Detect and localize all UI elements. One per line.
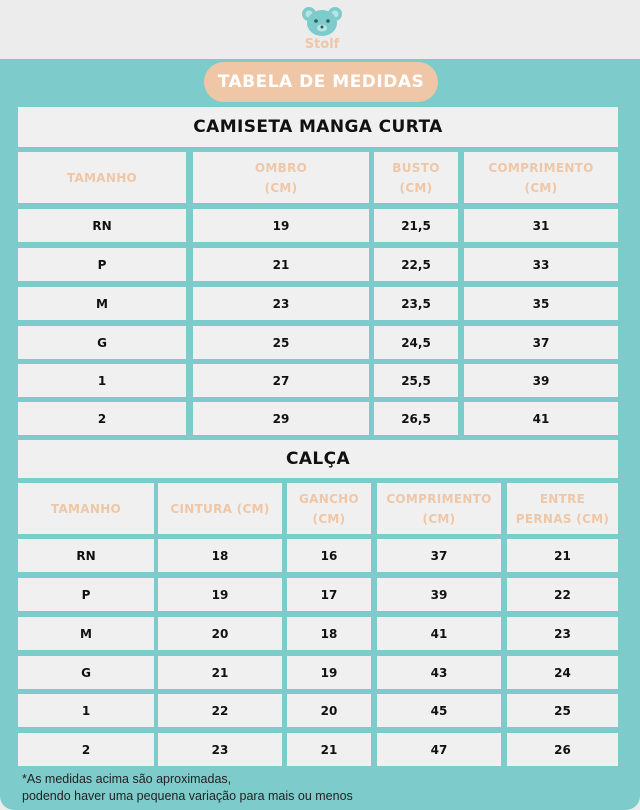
pants-table-cell: 21: [507, 539, 618, 572]
pants-table-cell: 20: [158, 617, 282, 650]
shirt-table-cell: 33: [464, 248, 618, 281]
shirt-table-cell: 23: [193, 287, 369, 320]
pants-table-cell: 39: [377, 578, 501, 611]
shirt-table-cell: 27: [193, 364, 369, 397]
pants-table-cell: 18: [287, 617, 371, 650]
shirt-section-title: CAMISETA MANGA CURTA: [18, 107, 618, 147]
pants-header-cell: GANCHO (CM): [287, 483, 371, 534]
pants-table-cell: 26: [507, 733, 618, 766]
shirt-table-cell: 31: [464, 209, 618, 242]
bear-logo-icon: [296, 4, 348, 52]
pants-table-cell: 19: [287, 656, 371, 689]
shirt-table-cell: RN: [18, 209, 186, 242]
pants-table-cell: M: [18, 617, 154, 650]
logo-text: Stolf: [304, 37, 340, 52]
shirt-table-cell: 25: [193, 326, 369, 359]
pants-header-cell: COMPRIMENTO (CM): [377, 483, 501, 534]
shirt-table-cell: 25,5: [374, 364, 458, 397]
shirt-table-cell: 41: [464, 402, 618, 435]
pants-table-cell: 25: [507, 694, 618, 727]
pants-section-title: CALÇA: [18, 440, 618, 478]
shirt-table-cell: 22,5: [374, 248, 458, 281]
shirt-table-cell: P: [18, 248, 186, 281]
shirt-table-cell: M: [18, 287, 186, 320]
shirt-table-cell: 2: [18, 402, 186, 435]
pants-table-cell: 1: [18, 694, 154, 727]
page-title: TABELA DE MEDIDAS: [204, 62, 438, 102]
shirt-table-cell: 39: [464, 364, 618, 397]
pants-table-cell: 16: [287, 539, 371, 572]
shirt-table-cell: 21: [193, 248, 369, 281]
shirt-table-cell: 29: [193, 402, 369, 435]
shirt-table-cell: 23,5: [374, 287, 458, 320]
pants-table-cell: 22: [158, 694, 282, 727]
pants-table-cell: 23: [158, 733, 282, 766]
pants-table-cell: 21: [287, 733, 371, 766]
shirt-table-cell: 35: [464, 287, 618, 320]
pants-table-cell: 21: [158, 656, 282, 689]
pants-table-cell: 2: [18, 733, 154, 766]
pants-table-cell: 23: [507, 617, 618, 650]
pants-header-cell: CINTURA (CM): [158, 483, 282, 534]
shirt-table-cell: 21,5: [374, 209, 458, 242]
pants-table-cell: G: [18, 656, 154, 689]
shirt-table-cell: 24,5: [374, 326, 458, 359]
shirt-table-cell: G: [18, 326, 186, 359]
shirt-table-cell: 37: [464, 326, 618, 359]
pants-table-cell: 24: [507, 656, 618, 689]
shirt-table-cell: 26,5: [374, 402, 458, 435]
pants-table-cell: 20: [287, 694, 371, 727]
pants-header-cell: ENTRE PERNAS (CM): [507, 483, 618, 534]
pants-header-cell: TAMANHO: [18, 483, 154, 534]
footnote-line-1: *As medidas acima são aproximadas,: [22, 772, 232, 786]
shirt-header-cell: BUSTO (CM): [374, 152, 458, 203]
footnote-line-2: podendo haver uma pequena variação para mais ou menos: [22, 789, 353, 803]
pants-table-cell: 47: [377, 733, 501, 766]
shirt-header-cell: COMPRIMENTO (CM): [464, 152, 618, 203]
shirt-table-cell: 19: [193, 209, 369, 242]
shirt-table-cell: 1: [18, 364, 186, 397]
pants-table-cell: P: [18, 578, 154, 611]
pants-table-cell: RN: [18, 539, 154, 572]
pants-table-cell: 41: [377, 617, 501, 650]
pants-table-cell: 18: [158, 539, 282, 572]
shirt-header-cell: TAMANHO: [18, 152, 186, 203]
pants-table-cell: 17: [287, 578, 371, 611]
pants-table-cell: 43: [377, 656, 501, 689]
pants-table-cell: 45: [377, 694, 501, 727]
pants-table-cell: 22: [507, 578, 618, 611]
footnote: [22, 771, 353, 805]
shirt-header-cell: OMBRO (CM): [193, 152, 369, 203]
pants-table-cell: 19: [158, 578, 282, 611]
pants-table-cell: 37: [377, 539, 501, 572]
